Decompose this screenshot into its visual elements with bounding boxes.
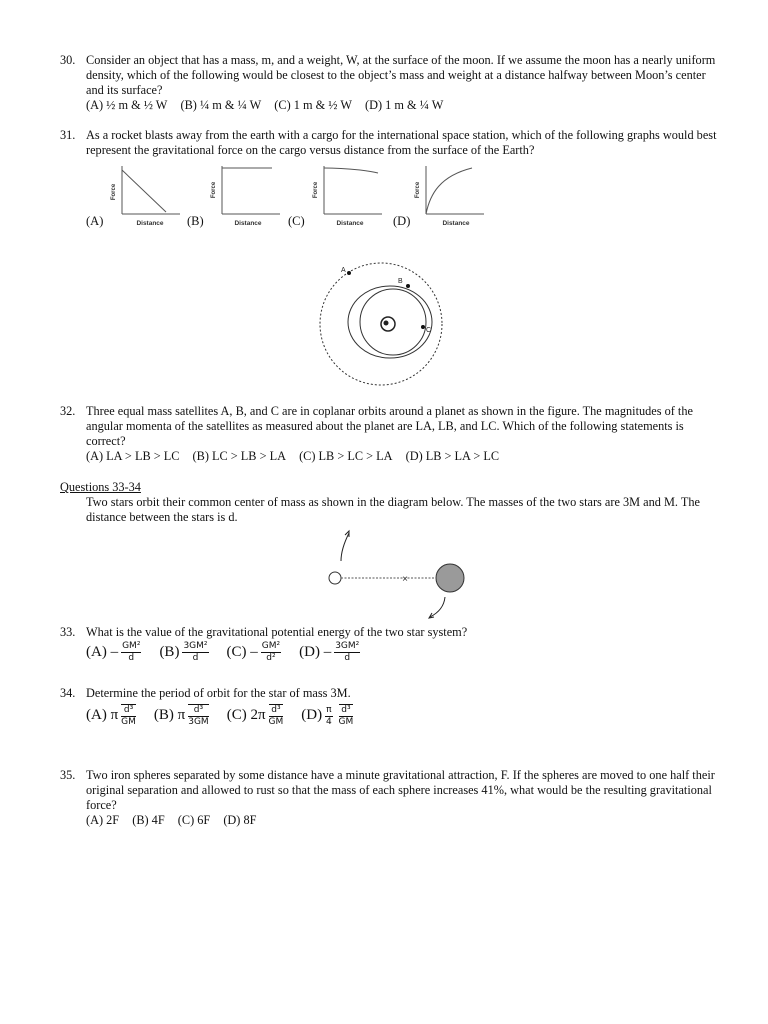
section-intro: Two stars orbit their common center of mass as shown in the diagram below. The masses of the two stars are 3M and M. The distance between the stars is d. <box>86 495 700 524</box>
x-axis-label: Distance <box>442 220 470 227</box>
option-d: (D) LB > LA > LC <box>405 449 500 463</box>
fraction: $\frac{\text{3GM²}}{d}$ <box>335 641 360 663</box>
graph-b <box>208 164 284 228</box>
fraction: $\frac{\text{d³}}{GM}$ <box>121 705 136 727</box>
center-of-mass-marker: × <box>402 574 408 585</box>
option-a: (A) – $\frac{\text{GM²}}{d}$ <box>86 641 141 663</box>
question-number: 32. <box>60 404 76 418</box>
question-30 <box>60 53 720 113</box>
question-number: 30. <box>60 53 76 67</box>
option-b: (B) ¼ m & ¼ W <box>180 98 262 112</box>
question-text: As a rocket blasts away from the earth with a cargo for the international space station, which of the following graphs would best represent the gravitational force on the cargo versus distance from the surface of the Earth? <box>86 128 717 157</box>
option-b: (B) LC > LB > LA <box>192 449 286 463</box>
binary-star-diagram <box>318 525 478 625</box>
fraction: $\frac{\text{3GM²}}{d}$ <box>183 641 208 663</box>
option-b: (B) $\frac{\text{3GM²}}{d}$ <box>159 641 208 663</box>
graph-label-d: (D) <box>393 214 411 228</box>
graph-label-b: (B) <box>187 214 204 228</box>
option-b: (B) 4F <box>132 813 165 827</box>
option-d: (D) 1 m & ¼ W <box>365 98 444 112</box>
question-number: 34. <box>60 686 76 700</box>
question-31 <box>60 128 720 158</box>
answer-options <box>86 98 720 113</box>
option-a: (A) ½ m & ½ W <box>86 98 168 112</box>
question-number: 31. <box>60 128 76 142</box>
question-text: Consider an object that has a mass, m, and a weight, W, at the surface of the moon. If we assume the moon has a nearly uniform density, which of the following would be closest to the object’s mass and weight at a distance halfway between Moon’s center and its surface? <box>86 53 716 97</box>
label-c: C <box>426 327 432 334</box>
y-axis-label: Force <box>111 183 117 201</box>
force-curve <box>324 168 378 173</box>
fraction: $\frac{\text{d³}}{GM}$ <box>268 705 284 727</box>
graph-label-a: (A) <box>86 214 104 228</box>
label-a: A <box>341 267 346 274</box>
planet-core <box>384 321 389 326</box>
question-32 <box>60 404 720 464</box>
orbit-diagram <box>305 255 455 395</box>
x-axis-label: Distance <box>136 220 164 227</box>
option-d: (D) $\frac{\pi}{4}$ $\frac{\text{d³}}{GM}$ <box>301 704 354 727</box>
option-c: (C) 2π $\frac{\text{d³}}{GM}$ <box>226 705 284 727</box>
graph-label-c: (C) <box>288 214 305 228</box>
option-a: (A) LA > LB > LC <box>86 449 180 463</box>
y-axis-label: Force <box>211 181 217 199</box>
question-number: 33. <box>60 625 76 639</box>
answer-options-33 <box>86 641 363 664</box>
graph-a <box>108 164 184 228</box>
option-a: (A) 2F <box>86 813 120 827</box>
option-c: (C) 6F <box>177 813 211 827</box>
large-star <box>436 564 464 592</box>
satellite-a <box>347 271 351 275</box>
satellite-c <box>421 325 425 329</box>
fraction: $\frac{\text{d³}}{3GM}$ <box>188 705 209 727</box>
option-a: (A) π $\frac{\text{d³}}{GM}$ <box>86 705 136 727</box>
answer-options <box>86 813 720 828</box>
question-text: Three equal mass satellites A, B, and C are in coplanar orbits around a planet as shown in the figure. The magnitudes of the angular momenta of the satellites as measured about the planet are LA, LB, and LC. Which of the following statements is correct? <box>86 404 693 448</box>
option-d: (D) – $\frac{\text{3GM²}}{d}$ <box>299 641 360 663</box>
fraction: $\frac{\text{GM²}}{d}$ <box>122 641 141 663</box>
answer-options <box>86 449 720 464</box>
y-axis-label: Force <box>415 181 421 199</box>
fraction: $\frac{\text{d³}}{GM}$ <box>338 705 354 727</box>
option-b: (B) π $\frac{\text{d³}}{3GM}$ <box>153 705 209 727</box>
answer-options-34 <box>86 704 356 728</box>
question-34 <box>60 686 720 701</box>
option-c: (C) – $\frac{\text{GM²}}{\text{d²}}$ <box>226 641 281 663</box>
question-text: What is the value of the gravitational potential energy of the two star system? <box>86 625 468 639</box>
force-curve <box>122 170 166 212</box>
option-c: (C) LB > LC > LA <box>299 449 393 463</box>
question-text: Determine the period of orbit for the star of mass 3M. <box>86 686 351 700</box>
fraction: $\frac{\text{GM²}}{\text{d²}}$ <box>261 641 281 663</box>
option-d: (D) 8F <box>223 813 257 827</box>
question-33 <box>60 625 720 640</box>
question-35 <box>60 768 720 828</box>
x-axis-label: Distance <box>336 220 364 227</box>
question-number: 35. <box>60 768 76 782</box>
graph-c <box>310 164 386 228</box>
x-axis-label: Distance <box>234 220 262 227</box>
fraction: $\frac{\pi}{4}$ <box>325 704 332 727</box>
y-axis-label: Force <box>313 181 319 199</box>
graph-d <box>412 164 488 228</box>
small-star <box>329 572 341 584</box>
section-header: Questions 33-34 <box>60 480 141 494</box>
satellite-b <box>406 284 410 288</box>
option-c: (C) 1 m & ½ W <box>274 98 352 112</box>
label-b: B <box>398 278 403 285</box>
question-text: Two iron spheres separated by some distance have a minute gravitational attraction, F. If the spheres are moved to one half their original separation and allowed to rust so that the mass of each sphere increases 41%, what would be the resulting gravitational force? <box>86 768 715 812</box>
force-curve <box>426 168 472 214</box>
